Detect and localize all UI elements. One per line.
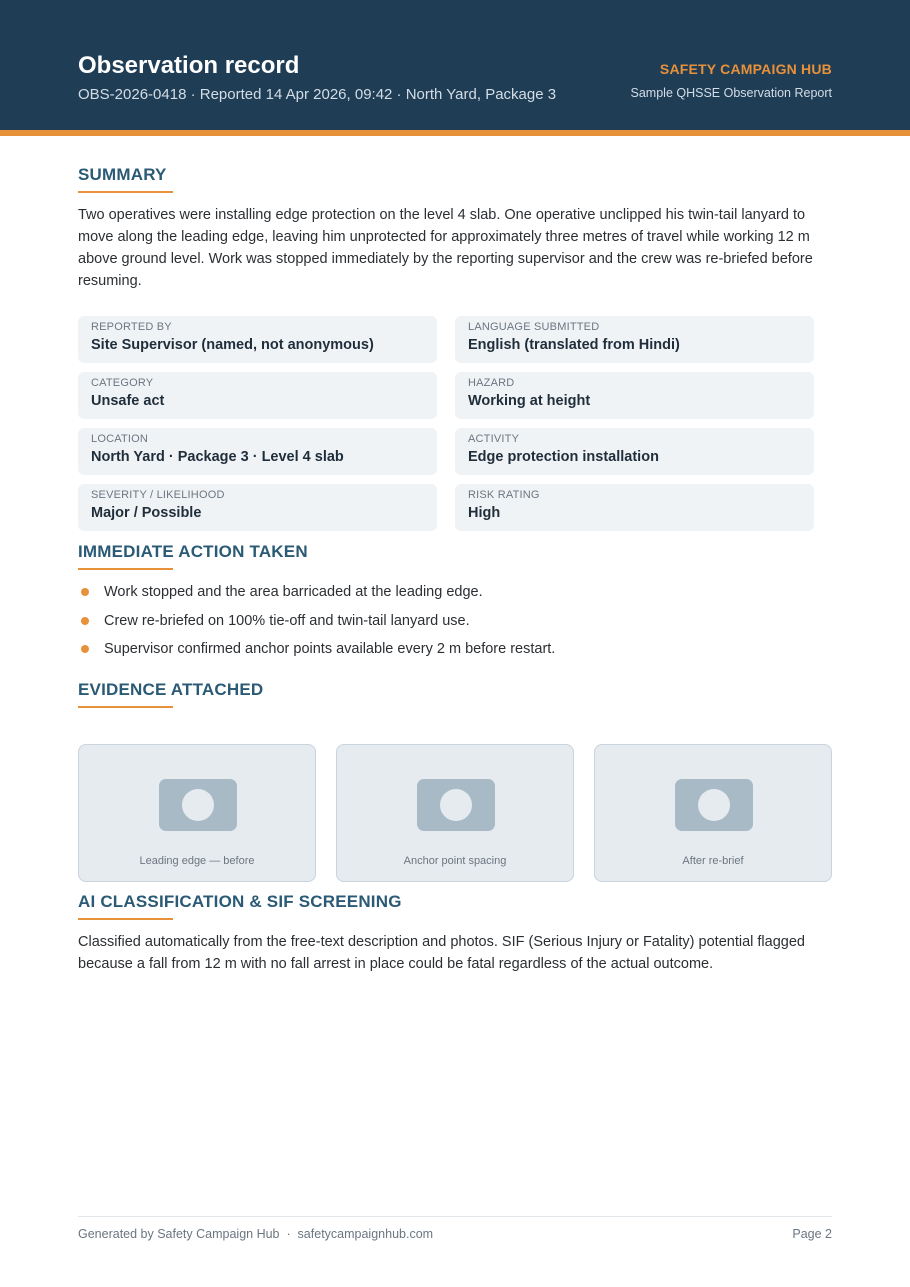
field-label: LANGUAGE SUBMITTED — [468, 321, 600, 333]
page-number: Page 2 — [792, 1227, 832, 1241]
photo-caption: After re-brief — [682, 855, 744, 867]
field-category — [78, 372, 437, 419]
report-reference: OBS-2026-0418 · Reported 14 Apr 2026, 09:42 · North Yard, Package 3 — [78, 86, 557, 103]
summary-heading-rule — [78, 191, 173, 193]
evidence-photo[interactable] — [78, 744, 316, 882]
summary-text: Two operatives were installing edge protection on the level 4 slab. One operative unclipped his twin-tail lanyard to move along the leading edge, leaving him unprotected for approximately three metres of travel while working 12 m above ground level. Work was stopped immediately by the reporting supervisor and the crew was re-briefed before resuming. — [78, 207, 813, 289]
field-reported-by — [78, 316, 437, 363]
camera-lens — [698, 789, 730, 821]
field-value: Major / Possible — [91, 505, 202, 521]
footer-generated-by: Generated by Safety Campaign Hub · safetycampaignhub.com — [78, 1227, 434, 1241]
evidence-heading-rule — [78, 706, 173, 708]
immediate-action-heading-rule — [78, 568, 173, 570]
field-value: Working at height — [468, 393, 591, 409]
evidence-photo[interactable] — [336, 744, 574, 882]
camera-lens — [182, 789, 214, 821]
field-hazard — [455, 372, 814, 419]
evidence-gallery — [78, 744, 832, 882]
camera-icon — [159, 779, 237, 831]
ai-classification-heading-rule — [78, 918, 173, 920]
photo-caption: Leading edge — before — [139, 855, 255, 867]
report-header — [0, 0, 910, 130]
field-location — [78, 428, 437, 475]
field-value: North Yard · Package 3 · Level 4 slab — [91, 449, 344, 465]
evidence-photo[interactable] — [594, 744, 832, 882]
list-item-text: Work stopped and the area barricaded at the leading edge. — [104, 584, 483, 600]
immediate-action-heading: IMMEDIATE ACTION TAKEN — [78, 542, 308, 561]
list-item — [78, 580, 823, 604]
bullet-dot-icon — [81, 645, 89, 653]
bullet-dot-icon — [81, 588, 89, 596]
field-value: English (translated from Hindi) — [468, 337, 680, 353]
photo-caption: Anchor point spacing — [403, 855, 507, 867]
camera-lens — [440, 789, 472, 821]
camera-icon — [675, 779, 753, 831]
field-value: Site Supervisor (named, not anonymous) — [91, 337, 374, 353]
field-label: LOCATION — [91, 433, 149, 445]
camera-icon — [417, 779, 495, 831]
bullet-dot-icon — [81, 617, 89, 625]
field-risk-rating — [455, 484, 814, 531]
observation-details — [78, 316, 814, 531]
field-value: Edge protection installation — [468, 449, 659, 465]
field-language-submitted — [455, 316, 814, 363]
field-label: ACTIVITY — [468, 433, 520, 445]
ai-classification-heading: AI CLASSIFICATION & SIF SCREENING — [78, 892, 402, 911]
footer-divider — [78, 1216, 832, 1217]
field-label: HAZARD — [468, 377, 515, 389]
summary-heading: SUMMARY — [78, 165, 167, 184]
immediate-action-list — [78, 580, 823, 666]
list-item-text: Crew re-briefed on 100% tie-off and twin-tail lanyard use. — [104, 612, 470, 629]
field-label: SEVERITY / LIKELIHOOD — [91, 489, 225, 501]
list-item — [78, 637, 823, 661]
field-value: Unsafe act — [91, 393, 165, 409]
field-label: RISK RATING — [468, 489, 540, 501]
evidence-heading: EVIDENCE ATTACHED — [78, 680, 264, 699]
field-severity-likelihood — [78, 484, 437, 531]
field-value: High — [468, 505, 501, 521]
field-label: REPORTED BY — [91, 321, 172, 333]
report-type: Sample QHSSE Observation Report — [630, 86, 832, 100]
brand-name: SAFETY CAMPAIGN HUB — [659, 61, 832, 77]
field-label: CATEGORY — [91, 377, 154, 389]
ai-classification-text: Classified automatically from the free-text description and photos. SIF (Serious Injury or Fatality) potential flagged because a fall from 12 m with no fall arrest in place could be fatal regardless of the actual outcome. — [78, 934, 805, 972]
page-title: Observation record — [78, 52, 300, 79]
header-accent-bar — [0, 130, 910, 136]
field-activity — [455, 428, 814, 475]
list-item — [78, 609, 823, 633]
list-item-text: Supervisor confirmed anchor points available every 2 m before restart. — [104, 641, 556, 657]
